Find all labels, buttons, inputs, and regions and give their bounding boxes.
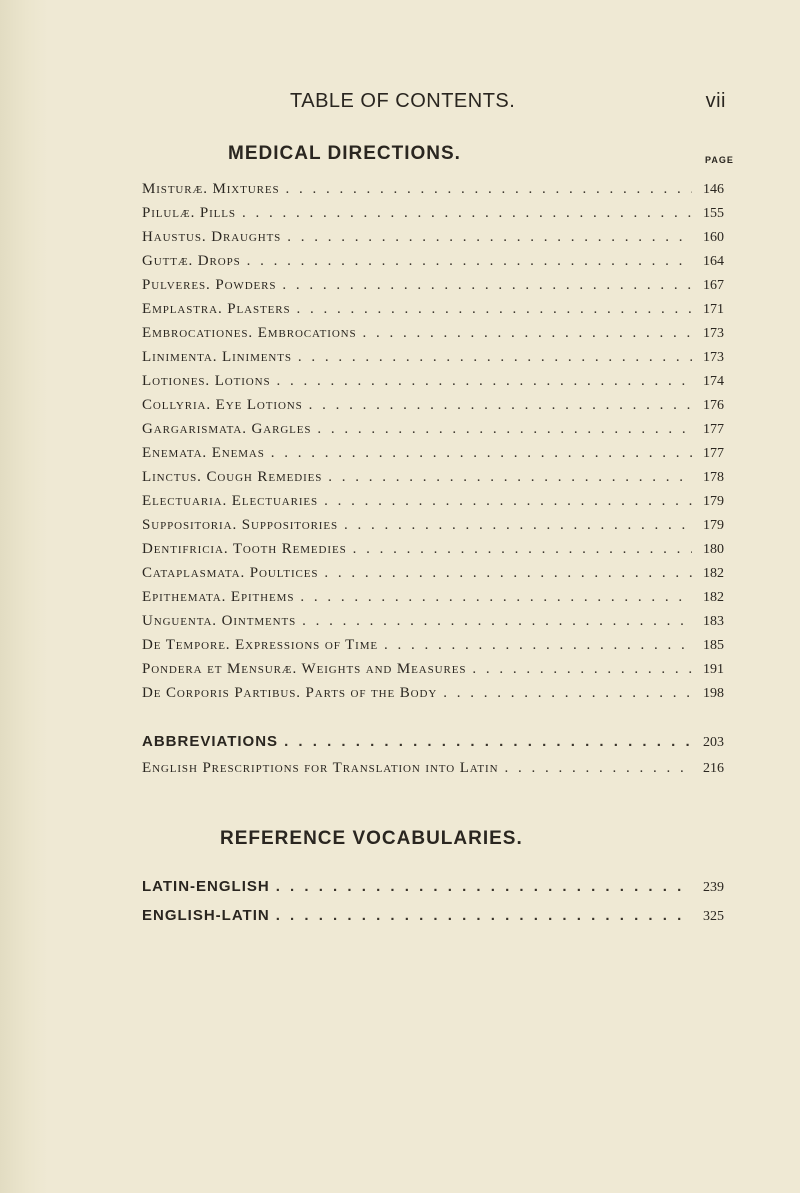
toc-entry-latin-english[interactable]: LATIN-ENGLISH . . . 239 <box>142 878 724 896</box>
leader-dots <box>236 205 692 222</box>
leader-dots <box>278 733 692 750</box>
leader-dots <box>303 397 692 414</box>
toc-entry[interactable]: Enemata. Enemas . . . 177 <box>142 445 724 462</box>
leader-dots <box>271 373 692 390</box>
reference-vocabularies-heading: REFERENCE VOCABULARIES. <box>220 828 523 849</box>
medical-directions-heading: MEDICAL DIRECTIONS. <box>228 143 461 164</box>
toc-entry[interactable]: Lotiones. Lotions . . . 174 <box>142 373 724 390</box>
toc-entry[interactable]: Unguenta. Ointments . . . 183 <box>142 613 724 630</box>
toc-entry[interactable]: Epithemata. Epithems . . . 182 <box>142 589 724 606</box>
toc-entry[interactable]: Misturæ. Mixtures . . . 146 <box>142 181 724 198</box>
leader-dots <box>318 493 692 510</box>
leader-dots <box>290 301 692 318</box>
leader-dots <box>466 661 692 678</box>
leader-dots <box>276 277 692 294</box>
leader-dots <box>270 878 692 895</box>
toc-entry-english-latin[interactable]: ENGLISH-LATIN . . . 325 <box>142 907 724 925</box>
leader-dots <box>292 349 692 366</box>
page-binding-edge <box>0 0 48 1193</box>
leader-dots <box>281 229 692 246</box>
leader-dots <box>338 517 692 534</box>
leader-dots <box>347 541 692 558</box>
toc-entry[interactable]: Collyria. Eye Lotions . . . 176 <box>142 397 724 414</box>
leader-dots <box>279 181 692 198</box>
toc-entry[interactable]: Pilulæ. Pills . . . 155 <box>142 205 724 222</box>
leader-dots <box>498 760 692 777</box>
toc-entry[interactable]: Guttæ. Drops . . . 164 <box>142 253 724 270</box>
toc-entry[interactable]: Pulveres. Powders . . . 167 <box>142 277 724 294</box>
roman-page-number: vii <box>705 90 726 112</box>
toc-entry[interactable]: De Corporis Partibus. Parts of the Body . . . 198 <box>142 685 724 702</box>
page-header <box>290 90 726 113</box>
toc-entry[interactable]: Emplastra. Plasters . . . 171 <box>142 301 724 318</box>
toc-entry[interactable]: Cataplasmata. Poultices . . . 182 <box>142 565 724 582</box>
toc-entry[interactable]: Gargarismata. Gargles . . . 177 <box>142 421 724 438</box>
leader-dots <box>357 325 692 342</box>
toc-entry[interactable]: Haustus. Draughts . . . 160 <box>142 229 724 246</box>
toc-entry[interactable]: Linctus. Cough Remedies . . . 178 <box>142 469 724 486</box>
leader-dots <box>296 613 692 630</box>
leader-dots <box>437 685 692 702</box>
toc-entry-english-prescriptions[interactable]: English Prescriptions for Translation into Latin . . . 216 <box>142 760 724 777</box>
page-column-label: PAGE <box>705 155 734 165</box>
toc-entry-abbreviations[interactable]: ABBREVIATIONS . . . 203 <box>142 733 724 751</box>
toc-entry[interactable]: Dentifricia. Tooth Remedies . . . 180 <box>142 541 724 558</box>
leader-dots <box>270 907 692 924</box>
toc-entry[interactable]: De Tempore. Expressions of Time . . . 185 <box>142 637 724 654</box>
toc-entry[interactable]: Electuaria. Electuaries . . . 179 <box>142 493 724 510</box>
toc-entry[interactable]: Linimenta. Liniments . . . 173 <box>142 349 724 366</box>
toc-entry[interactable]: Embrocationes. Embrocations . . . 173 <box>142 325 724 342</box>
leader-dots <box>294 589 692 606</box>
leader-dots <box>322 469 692 486</box>
toc-entry[interactable]: Suppositoria. Suppositories . . . 179 <box>142 517 724 534</box>
toc-entry[interactable]: Pondera et Mensuræ. Weights and Measures . . . 191 <box>142 661 724 678</box>
leader-dots <box>311 421 692 438</box>
leader-dots <box>241 253 692 270</box>
running-title: TABLE OF CONTENTS. <box>290 90 516 112</box>
leader-dots <box>318 565 692 582</box>
leader-dots <box>378 637 692 654</box>
leader-dots <box>265 445 692 462</box>
